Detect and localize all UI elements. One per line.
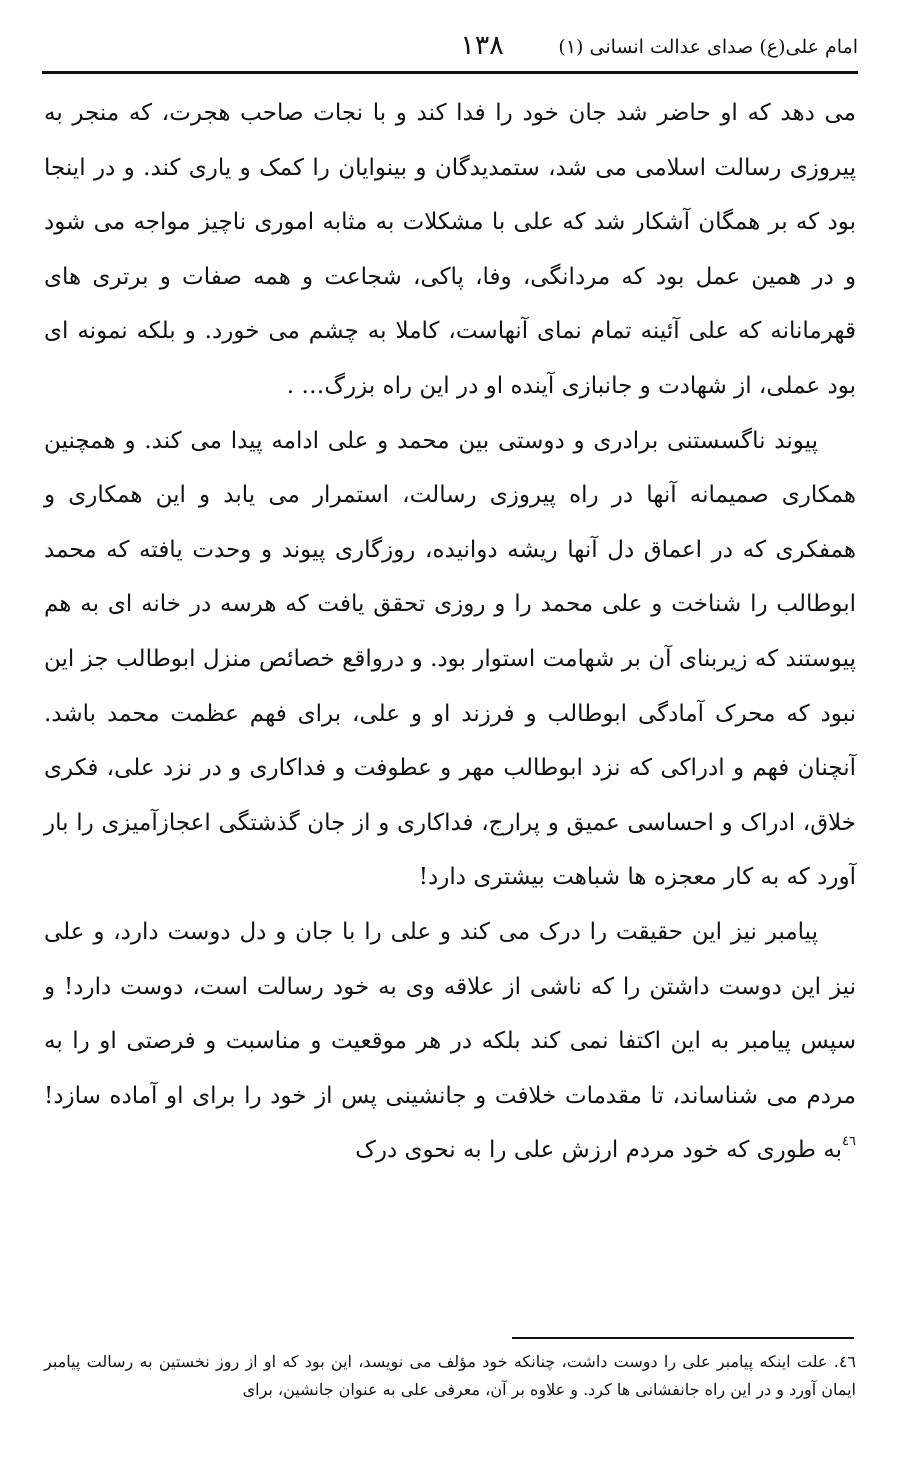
footnotes [44,1348,856,1404]
header-divider [42,71,858,74]
paragraph-3 [44,905,856,1178]
footnote-46: ٤٦. علت اینکه پیامبر علی را دوست داشت، چنانکه خود مؤلف می نویسد، این بود که او از روز نخستین به رسالت پیامبر ایمان آورد و در این راه جانفشانی ها کرد. و علاوه بر آن، معرفی علی به عنوان جانشین، برای [44,1352,856,1399]
paragraph-2: پیوند ناگسستنی برادری و دوستی بین محمد و علی ادامه پیدا می کند. و همچنین همکاری صمیمانه آنها در راه پیروزی رسالت، استمرار می یابد و این همکاری و همفکری که در اعماق دل آنها ریشه دوانیده، روزگاری پیوند و وحدت یافته که محمد ابوطالب را شناخت و علی محمد را و روزی تحقق یافت که هرسه در خانه ای به هم پیوستند که زیربنای آن بر شهامت استوار بود. و درواقع خصائص منزل ابوطالب جز این نبود که محرک آمادگی ابوطالب و فرزند او و علی، برای فهم عظمت محمد باشد. آنچنان فهم و ادراکی که نزد ابوطالب مهر و عطوفت و فداکاری و در نزد علی، فکری خلاق، ادراک و احساسی عمیق و پرارج، فداکاری و از جان گذشتگی اعجازآمیزی را بار آورد که به کار معجزه ها شباهت بیشتری دارد! [44,427,856,891]
paragraph-3-text: پیامبر نیز این حقیقت را درک می کند و علی را با جان و دل دوست دارد، و علی نیز این دوست داشتن را که ناشی از علاقه وی به خود رسالت است، دوست دارد! و سپس پیامبر به این اکتفا نمی کند بلکه در هر موقعیت و مناسبت و فرصتی او را به مردم می شناساند، تا مقدمات خلافت و جانشینی پس از خود را برای او آماده سازد! [44,918,856,1109]
running-title: امام علی(ع) صدای عدالت انسانی (۱) [558,36,858,58]
footnote-divider [512,1337,854,1339]
page-header [42,30,858,70]
page-number: ۱۳۸ [460,30,504,61]
footnote-reference[interactable]: ٤٦ [842,1134,856,1150]
body-text [44,86,856,1178]
paragraph-1: می دهد که او حاضر شد جان خود را فدا کند و با نجات صاحب هجرت، که منجر به پیروزی رسالت اسلامی می شد، ستمدیدگان و بینوایان را کمک و یاری کند. و در اینجا بود که بر همگان آشکار شد که علی با مشکلات به مثابه اموری ناچیز مواجه می شود و در همین عمل بود که مردانگی، وفا، پاکی، شجاعت و همه صفات و برتری های قهرمانانه که علی آئینه تمام نمای آنهاست، کاملا به چشم می خورد. و بلکه نمونه ای بود عملی، از شهادت و جانبازی آینده او در این راه بزرگ… . [44,100,856,399]
paragraph-3-continuation: به طوری که خود مردم ارزش علی را به نحوی درک [355,1137,843,1164]
